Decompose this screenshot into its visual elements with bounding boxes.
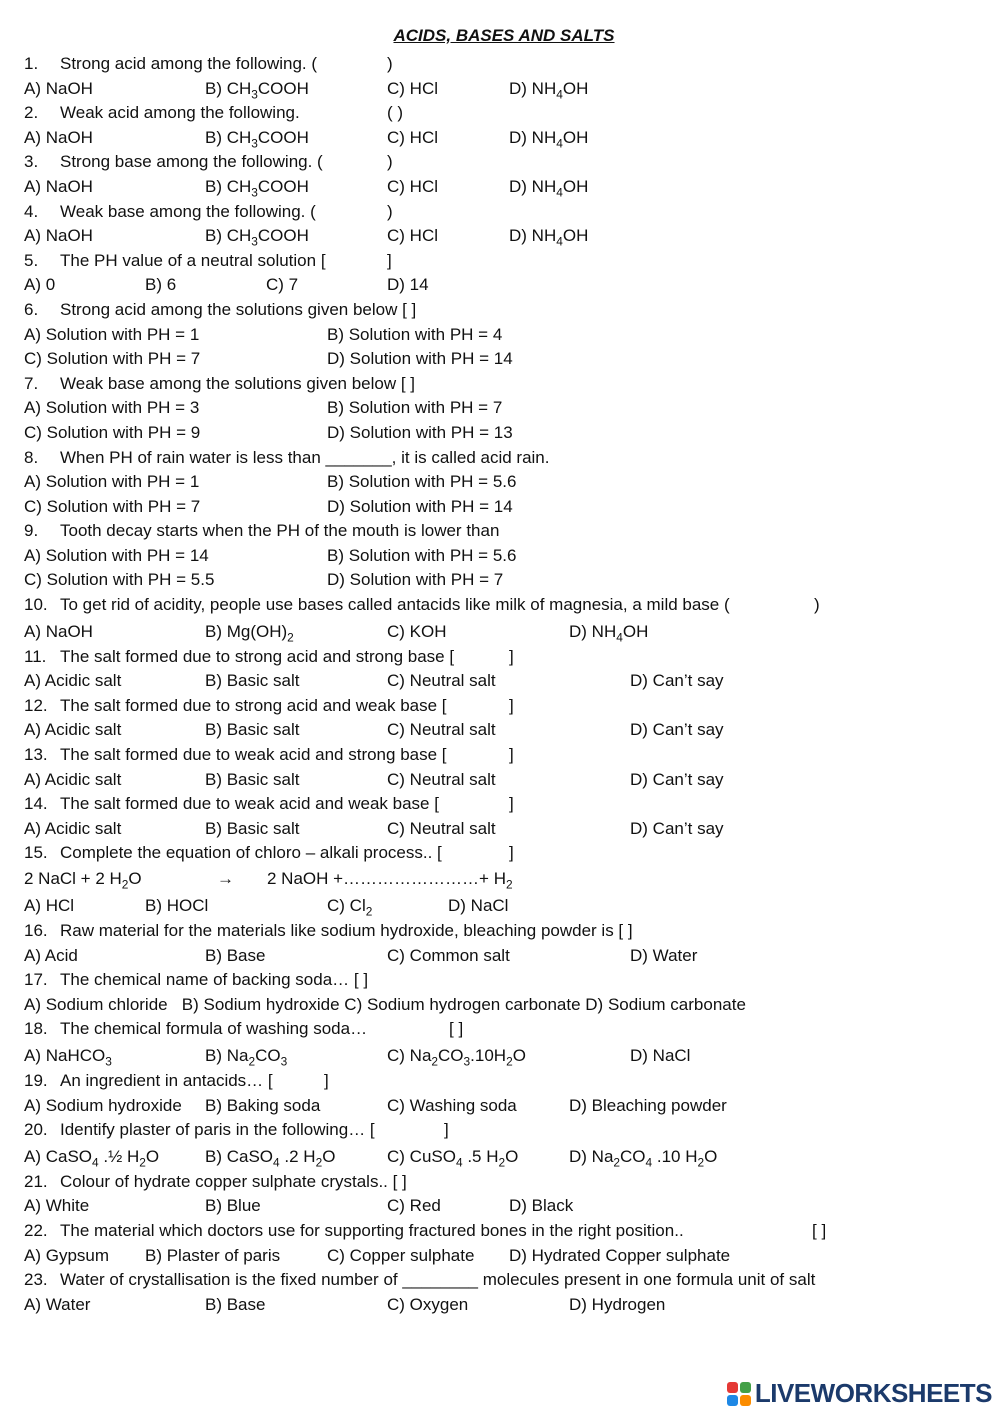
option-c[interactable]: C) 7 [266,275,299,295]
answer-bracket[interactable]: ) [387,54,393,73]
option-a[interactable]: A) Acidic salt [24,769,122,789]
option-b[interactable]: B) Basic salt [205,769,300,789]
option-d[interactable]: D) Black [509,1196,574,1216]
question-17 [24,968,984,993]
question-11 [24,645,984,670]
option-c[interactable]: C) HCl [387,127,438,147]
answer-bracket[interactable]: ( ) [387,103,404,123]
option-d[interactable]: D) Solution with PH = 7 [327,570,504,590]
option-d[interactable]: D) Can’t say [630,818,724,838]
options-row [24,323,984,348]
question-text: The salt formed due to strong acid and strong base [ [60,646,455,666]
logo-square [740,1395,751,1406]
question-text: The material which doctors use for supporting fractured bones in the right position.. [60,1220,684,1240]
options-row [24,768,984,793]
answer-bracket[interactable]: ] [509,695,514,715]
page-title: ACIDS, BASES AND SALTS [393,26,615,45]
options-text[interactable]: A) Sodium chloride B) Sodium hydroxide C) Sodium hydrogen carbonate D) Sodium carbonate [24,994,746,1014]
option-d[interactable]: D) $NH_4OH$ [569,621,649,645]
option-c[interactable]: C) Solution with PH = 7 [24,349,201,369]
options-row [24,1293,984,1318]
question-text: Strong base among the following. ( [60,152,323,172]
option-b[interactable]: B) Solution with PH = 4 [327,324,503,344]
option-b[interactable]: B) HOCl [145,896,209,915]
question-number: 16. [24,921,48,940]
option-d[interactable]: D) $NH_4OH$ [509,127,589,151]
options-row [24,993,984,1018]
options-row [24,273,984,298]
option-c[interactable]: C) KOH [387,621,447,641]
option-a[interactable]: A) CaSO$_4$ .½ $H_2O$ [24,1146,160,1170]
options-row [24,470,984,495]
question-number: 23. [24,1270,48,1290]
option-c[interactable]: C) Solution with PH = 7 [24,496,201,516]
option-a[interactable]: A) Sodium hydroxide [24,1095,182,1115]
option-c[interactable]: C) Oxygen [387,1294,469,1314]
options-row [24,1194,984,1219]
question-text: Weak base among the following. ( [60,201,316,221]
option-a[interactable]: A) Acidic salt [24,720,122,740]
question-number: 2. [24,103,39,123]
question-2 [24,101,984,126]
option-d[interactable]: D) Water [630,945,698,965]
option-c[interactable]: C) Neutral salt [387,818,496,838]
question-text: An ingredient in antacids… [ [60,1070,273,1090]
option-a[interactable]: A) Acidic salt [24,671,122,691]
question-text: The chemical formula of washing soda… [60,1019,368,1039]
question-text: The salt formed due to strong acid and weak base [ [60,695,447,715]
question-9 [24,519,984,544]
option-a[interactable]: A) NaOH [24,78,93,98]
option-d[interactable]: D) Solution with PH = 14 [327,349,513,369]
answer-bracket[interactable]: ) [387,201,393,221]
options-row [24,126,984,151]
option-b[interactable]: B) Base [205,945,266,965]
question-text: Strong acid among the solutions given below [ ] [60,299,417,319]
options-row [24,892,984,919]
option-a[interactable]: A) NaOH [24,226,93,246]
option-c[interactable]: C) Washing soda [387,1095,517,1115]
option-a[interactable]: A) NaOH [24,176,93,196]
answer-bracket[interactable]: ] [509,843,514,863]
answer-bracket[interactable]: ] [509,745,514,765]
option-c[interactable]: C) HCl [387,78,438,98]
option-a[interactable]: A) Gypsum [24,1245,110,1265]
option-a[interactable]: A) Acid [24,945,78,965]
option-d[interactable]: D) Solution with PH = 14 [327,496,513,516]
options-row [24,1143,984,1170]
question-1 [24,52,984,77]
option-b[interactable]: B) $CH_3COOH$ [205,127,309,151]
question-text: The salt formed due to weak acid and strong base [ [60,745,447,765]
equation-right: 2 NaOH +……………………+ $H_2$ [267,869,513,892]
question-10 [24,593,984,618]
option-b[interactable]: B) Base [205,1294,266,1314]
logo-square [727,1395,738,1406]
option-c[interactable]: C) Neutral salt [387,671,496,691]
logo-icon [727,1382,751,1406]
option-a[interactable]: A) White [24,1196,90,1216]
option-d[interactable]: D) NaCl [630,1045,691,1065]
option-d[interactable]: D) Hydrogen [569,1294,666,1314]
question-text: Identify plaster of paris in the following… [ [60,1120,375,1140]
options-row [24,1244,984,1269]
option-a[interactable]: A) NaOH [24,127,93,147]
question-text: To get rid of acidity, people use bases called antacids like milk of magnesia, a mild base ( [60,595,730,615]
question-number: 11. [24,646,47,666]
option-b[interactable]: B) $Na_2CO_3$ [205,1045,288,1069]
option-b[interactable]: B) Plaster of paris [145,1245,281,1265]
option-c[interactable]: C) Solution with PH = 9 [24,422,201,442]
option-b[interactable]: B) Baking soda [205,1095,321,1115]
question-22 [24,1219,984,1244]
worksheet [24,26,984,1317]
option-b[interactable]: B) Basic salt [205,818,300,838]
question-number: 10. [24,595,48,615]
question-6 [24,298,984,323]
options-row [24,669,984,694]
question-number: 4. [24,201,39,221]
option-b[interactable]: B) Basic salt [205,720,300,740]
options-row [24,1042,984,1069]
option-a[interactable]: A) Solution with PH = 1 [24,472,200,492]
option-d[interactable]: D) Can’t say [630,671,724,691]
option-a[interactable]: A) NaOH [24,621,93,641]
option-d[interactable]: D) $NH_4OH$ [509,226,589,249]
question-text: Weak base among the solutions given below [ ] [60,373,416,393]
question-number: 9. [24,521,39,541]
question-number: 15. [24,843,48,863]
equation [24,866,984,892]
options-row [24,396,984,421]
question-text: Tooth decay starts when the PH of the mouth is lower than [60,521,500,541]
option-b[interactable]: B) $CH_3COOH$ [205,226,309,249]
option-c[interactable]: C) Common salt [387,945,510,965]
answer-bracket[interactable]: ] [509,794,514,814]
option-d[interactable]: D) Can’t say [630,720,724,740]
question-8 [24,446,984,471]
options-row [24,944,984,969]
option-c[interactable]: C) Red [387,1196,441,1216]
option-c[interactable]: C) HCl [387,176,438,196]
question-number: 12. [24,695,48,715]
option-b[interactable]: B) Solution with PH = 7 [327,398,503,418]
option-c[interactable]: C) Neutral salt [387,720,496,740]
question-7 [24,372,984,397]
question-3 [24,150,984,175]
question-text: Raw material for the materials like sodium hydroxide, bleaching powder is [ ] [60,921,633,940]
options-row [24,817,984,842]
question-text: The PH value of a neutral solution [ [60,250,326,270]
option-b[interactable]: B) 6 [145,275,177,295]
question-text: Strong acid among the following. ( [60,54,318,73]
option-d[interactable]: D) $NH_4OH$ [509,176,589,200]
question-16 [24,919,984,944]
question-12 [24,694,984,719]
option-b[interactable]: B) $CH_3COOH$ [205,78,309,101]
option-d[interactable]: D) Can’t say [630,769,724,789]
option-a[interactable]: A) Water [24,1294,91,1314]
option-a[interactable]: A) Solution with PH = 14 [24,545,209,565]
question-23 [24,1268,984,1293]
options-row [24,618,984,645]
option-b[interactable]: B) $Mg(OH)_2$ [205,621,294,645]
question-number: 3. [24,152,39,172]
option-b[interactable]: B) CaSO$_4$ .2 $H_2O$ [205,1146,336,1170]
option-c[interactable]: C) HCl [387,226,438,246]
option-c[interactable]: C) $Na_2CO_3.10H_2O$ [387,1045,526,1069]
option-a[interactable]: A) Acidic salt [24,818,122,838]
option-d[interactable]: D) $Na_2CO_4$ .10 $H_2O$ [569,1146,718,1170]
option-c[interactable]: C) Copper sulphate [327,1245,475,1265]
question-text: Complete the equation of chloro – alkali process.. [ [60,843,442,863]
question-21 [24,1170,984,1195]
question-text: Weak acid among the following. [60,103,300,123]
options-row [24,175,984,200]
answer-bracket[interactable]: ] [509,646,514,666]
logo-square [740,1382,751,1393]
answer-bracket[interactable]: ] [324,1070,329,1090]
logo-square [727,1382,738,1393]
answer-bracket[interactable]: ] [387,250,392,270]
option-b[interactable]: B) Basic salt [205,671,300,691]
options-row [24,568,984,593]
question-14 [24,792,984,817]
option-a[interactable]: A) 0 [24,275,56,295]
liveworksheets-logo [727,1378,992,1409]
question-4 [24,200,984,225]
option-c[interactable]: C) $Cl_2$ [327,896,373,919]
option-c[interactable]: C) Neutral salt [387,769,496,789]
question-number: 8. [24,447,39,467]
option-d[interactable]: D) Hydrated Copper sulphate [509,1245,731,1265]
option-d[interactable]: D) 14 [387,275,429,295]
question-number: 21. [24,1171,48,1191]
option-c[interactable]: C) Solution with PH = 5.5 [24,570,215,590]
equation-arrow: → [217,869,234,888]
option-b[interactable]: B) Solution with PH = 5.6 [327,472,517,492]
question-5 [24,249,984,274]
question-number: 13. [24,745,48,765]
question-text: When PH of rain water is less than _______, it is called acid rain. [60,447,550,467]
options-row [24,544,984,569]
question-text: The salt formed due to weak acid and weak base [ [60,794,439,814]
option-d[interactable]: D) Bleaching powder [569,1095,727,1115]
question-number: 5. [24,250,39,270]
answer-bracket[interactable]: ) [387,152,393,172]
question-number: 6. [24,299,39,319]
answer-bracket[interactable]: [ ] [449,1019,464,1039]
question-18 [24,1017,984,1042]
option-a[interactable]: A) NaHCO$_3$ [24,1045,112,1069]
question-15 [24,841,984,866]
answer-bracket[interactable]: [ ] [812,1220,827,1240]
question-number: 7. [24,373,39,393]
question-number: 19. [24,1070,48,1090]
answer-bracket[interactable]: ] [444,1120,449,1140]
options-row [24,421,984,446]
question-text: Water of crystallisation is the fixed number of ________ molecules present in one formula unit of salt [60,1270,816,1290]
question-number: 1. [24,54,39,73]
question-number: 14. [24,794,48,814]
options-row [24,224,984,249]
options-row [24,1094,984,1119]
question-20 [24,1118,984,1143]
option-b[interactable]: B) Solution with PH = 5.6 [327,545,517,565]
question-number: 22. [24,1220,48,1240]
equation-left: 2 NaCl + 2 $H_2O$ [24,869,142,892]
question-number: 17. [24,970,48,990]
question-list [24,52,984,1317]
option-c[interactable]: C) CuSO$_4$ .5 $H_2O$ [387,1146,519,1170]
question-19 [24,1069,984,1094]
options-row [24,77,984,102]
option-a[interactable]: A) Solution with PH = 1 [24,324,200,344]
option-d[interactable]: D) NaCl [448,896,509,915]
question-number: 18. [24,1019,48,1039]
option-a[interactable]: A) HCl [24,896,75,915]
options-row [24,495,984,520]
options-row [24,347,984,372]
answer-bracket[interactable]: ) [814,595,820,615]
options-row [24,718,984,743]
question-13 [24,743,984,768]
question-number: 20. [24,1120,48,1140]
option-b[interactable]: B) $CH_3COOH$ [205,176,309,200]
option-b[interactable]: B) Blue [205,1196,261,1216]
option-d[interactable]: D) $NH_4OH$ [509,78,589,101]
option-d[interactable]: D) Solution with PH = 13 [327,422,513,442]
logo-text: LIVEWORKSHEETS [754,1378,992,1408]
question-text: Colour of hydrate copper sulphate crystals.. [ ] [60,1171,407,1191]
question-text: The chemical name of backing soda… [ ] [60,970,369,990]
option-a[interactable]: A) Solution with PH = 3 [24,398,200,418]
